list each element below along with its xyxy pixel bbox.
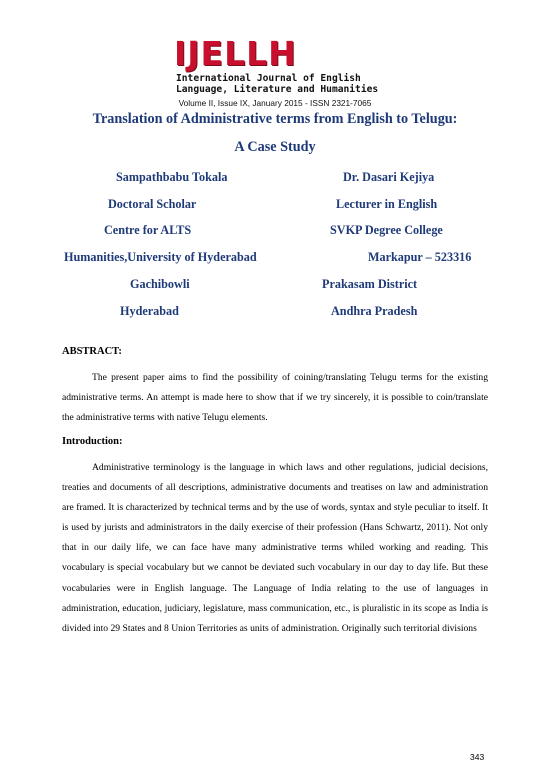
author-left-position: Doctoral Scholar bbox=[108, 197, 197, 211]
introduction-heading: Introduction: bbox=[62, 436, 123, 447]
page-number: 343 bbox=[470, 752, 485, 762]
author-left-locality: Gachibowli bbox=[130, 277, 190, 291]
logo-title: IJELLH bbox=[174, 34, 297, 73]
abstract-heading: ABSTRACT: bbox=[62, 346, 122, 357]
author-right-district: Prakasam District bbox=[322, 277, 418, 291]
author-left-centre: Centre for ALTS bbox=[104, 223, 192, 237]
author-right-town: Markapur – 523316 bbox=[368, 250, 472, 264]
author-right-college: SVKP Degree College bbox=[330, 223, 443, 237]
paper-title: Translation of Administrative terms from English to Telugu: bbox=[92, 111, 458, 127]
logo-subtitle-line-2: Language, Literature and Humanities bbox=[176, 84, 379, 95]
author-left-university: Humanities,University of Hyderabad bbox=[64, 250, 257, 264]
paper-subtitle: A Case Study bbox=[234, 139, 316, 155]
issue-line: Volume II, Issue IX, January 2015 - ISSN 2321-7065 bbox=[178, 98, 372, 108]
author-right-position: Lecturer in English bbox=[336, 197, 438, 211]
abstract-text: The present paper aims to find the possibility of coining/translating Telugu terms for the existing administrative terms. An attempt is made here to show that if we try sincerely, it is possible to coin/translate the administrative terms with native Telugu elements. bbox=[62, 372, 488, 424]
author-left-city: Hyderabad bbox=[120, 304, 179, 318]
introduction-text: Administrative terminology is the language in which laws and other regulations, judicial decisions, treaties and documents of all descriptions, administrative documents and treatises on law and administration are framed. It is characterized by technical terms and by the use of words, syntax and style peculiar to itself. It is used by jurists and administrators in the daily exercise of their profession (Hans Schwartz, 2011). Not only that in our daily life, we can face have many administrative terms whiled working and reading. This vocabulary is special vocabulary but we cannot be deviated such vocabulary in our day to day life. But these vocabularies were in English language. The Language of India relating to the use of languages in administration, education, judiciary, legislature, mass communication, etc., is pluralistic in its scope as India is divided into 29 States and 8 Union Territories as units of administration. Originally such territorial divisions bbox=[62, 462, 488, 634]
author-left-name: Sampathbabu Tokala bbox=[116, 170, 228, 184]
journal-logo bbox=[150, 36, 410, 96]
author-right-name: Dr. Dasari Kejiya bbox=[343, 170, 435, 184]
author-right-state: Andhra Pradesh bbox=[331, 304, 418, 318]
logo-subtitle-line-1: International Journal of English bbox=[176, 73, 361, 84]
